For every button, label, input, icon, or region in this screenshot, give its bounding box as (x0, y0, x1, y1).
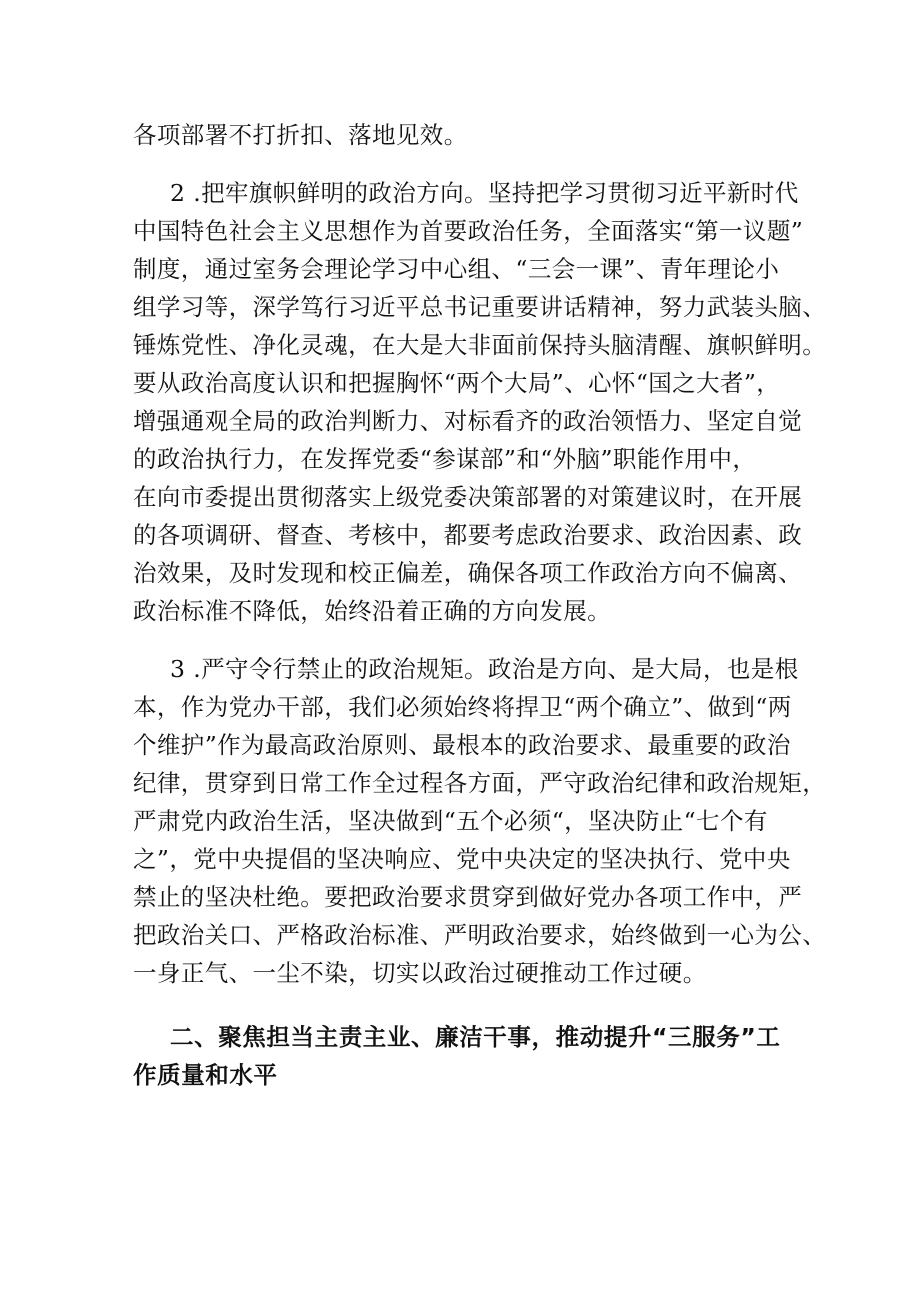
text-line: 严肃党内政治生活，坚决做到“五个必须“，坚决防止“七个有 (133, 807, 768, 835)
text-line: 制度，通过室务会理论学习中心组、“三会一课”、青年理论小 (133, 255, 780, 283)
text-line: 一身正气、一尘不染，切实以政治过硬推动工作过硬。 (133, 959, 707, 987)
paragraph-2-first-line: 2 .把牢旗帜鲜明的政治方向。坚持把学习贯彻习近平新时代 (170, 179, 799, 207)
text-line: 的各项调研、督查、考核中，都要考虑政治要求、政治因素、政 (133, 521, 803, 549)
text-line: 在向市委提出贯彻落实上级党委决策部署的对策建议时，在开展 (133, 483, 803, 511)
text-line: 的政治执行力，在发挥党委“参谋部”和“外脑”职能作用中， (133, 445, 757, 473)
text-line: 锤炼党性、净化灵魂，在大是大非面前保持头脑清醒、旗帜鲜明。 (133, 331, 827, 359)
text-line: 各项部署不打折扣、落地见效。 (133, 121, 468, 149)
text-line: 纪律，贯穿到日常工作全过程各方面，严守政治纪律和政治规矩， (133, 769, 827, 797)
section-heading-continued: 作质量和水平 (133, 1061, 278, 1089)
text-line: 本，作为党办干部，我们必须始终将捍卫“两个确立”、做到“两 (133, 693, 792, 721)
text-line: 增强通观全局的政治判断力、对标看齐的政治领悟力、坚定自觉 (133, 407, 803, 435)
text-line: 之”，党中央提倡的坚决响应、党中央决定的坚决执行、党中央 (133, 845, 791, 873)
text-line: 把政治关口、严格政治标准、严明政治要求，始终做到一心为公、 (133, 921, 827, 949)
text-line: 中国特色社会主义思想作为首要政治任务，全面落实“第一议题” (133, 217, 804, 245)
text-line: 政治标准不降低，始终沿着正确的方向发展。 (133, 597, 611, 625)
text-line: 组学习等，深学笃行习近平总书记重要讲话精神，努力武装头脑、 (133, 293, 827, 321)
section-heading: 二、聚焦担当主责主业、廉洁干事，推动提升“三服务”工 (170, 1023, 781, 1051)
paragraph-3-first-line: 3 .严守令行禁止的政治规矩。政治是方向、是大局，也是根 (170, 655, 799, 683)
text-line: 个维护”作为最高政治原则、最根本的政治要求、最重要的政治 (133, 731, 791, 759)
text-line: 要从政治高度认识和把握胸怀“两个大局”、心怀“国之大者”， (133, 369, 781, 397)
text-line: 治效果，及时发现和校正偏差，确保各项工作政治方向不偏离、 (133, 559, 803, 587)
text-line: 禁止的坚决杜绝。要把政治要求贯穿到做好党办各项工作中，严 (133, 883, 803, 911)
